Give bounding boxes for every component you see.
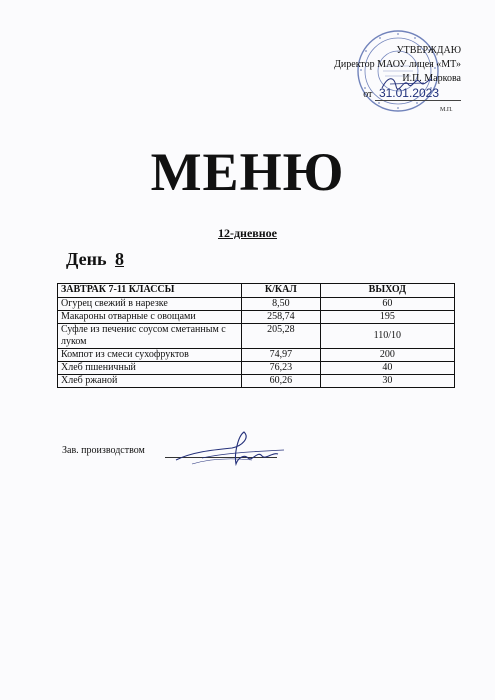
page-subtitle [0, 226, 495, 241]
director-signature [380, 74, 434, 92]
dish-output: 200 [320, 349, 454, 362]
dish-kcal: 8,50 [242, 298, 321, 311]
dish-kcal: 74,97 [242, 349, 321, 362]
dish-name: Суфле из печенис соусом сметанным с луком [58, 324, 242, 349]
dish-kcal: 205,28 [242, 324, 321, 349]
producer-signature [172, 428, 292, 472]
dish-name: Огурец свежий в нарезке [58, 298, 242, 311]
approval-director: Директор МАОУ лицея «МТ» [334, 59, 461, 70]
dish-name: Хлеб ржаной [58, 375, 242, 388]
approval-date: 31.01.2023 [375, 86, 461, 101]
producer-label: Зав. производством [62, 445, 145, 456]
subtitle-text: 12-дневное [217, 226, 278, 240]
table-row [58, 311, 455, 324]
dish-kcal: 60,26 [242, 375, 321, 388]
header-meal: ЗАВТРАК 7-11 КЛАССЫ [58, 284, 242, 298]
dish-name: Компот из смеси сухофруктов [58, 349, 242, 362]
dish-output: 195 [320, 311, 454, 324]
table-row [58, 298, 455, 311]
approval-date-prefix: от [363, 89, 373, 100]
approval-name: И.П. Маркова [402, 73, 461, 84]
day-label: День [66, 249, 107, 269]
header-output: ВЫХОД [320, 284, 454, 298]
dish-name: Макароны отварные с овощами [58, 311, 242, 324]
table-row [58, 375, 455, 388]
day-number: 8 [114, 249, 124, 269]
menu-table [57, 283, 455, 388]
table-row [58, 349, 455, 362]
approval-title: УТВЕРЖДАЮ [396, 45, 461, 56]
dish-name: Хлеб пшеничный [58, 362, 242, 375]
dish-kcal: 76,23 [242, 362, 321, 375]
table-row [58, 362, 455, 375]
dish-output: 60 [320, 298, 454, 311]
dish-kcal: 258,74 [242, 311, 321, 324]
dish-output: 40 [320, 362, 454, 375]
dish-output: 30 [320, 375, 454, 388]
table-header-row [58, 284, 455, 298]
day-heading [66, 249, 124, 270]
dish-output: 110/10 [320, 324, 454, 349]
page-title: МЕНЮ [150, 142, 345, 202]
approval-block [334, 44, 461, 102]
table-row [58, 324, 455, 349]
header-kcal: К/КАЛ [242, 284, 321, 298]
mp-label: М.П. [440, 107, 453, 113]
